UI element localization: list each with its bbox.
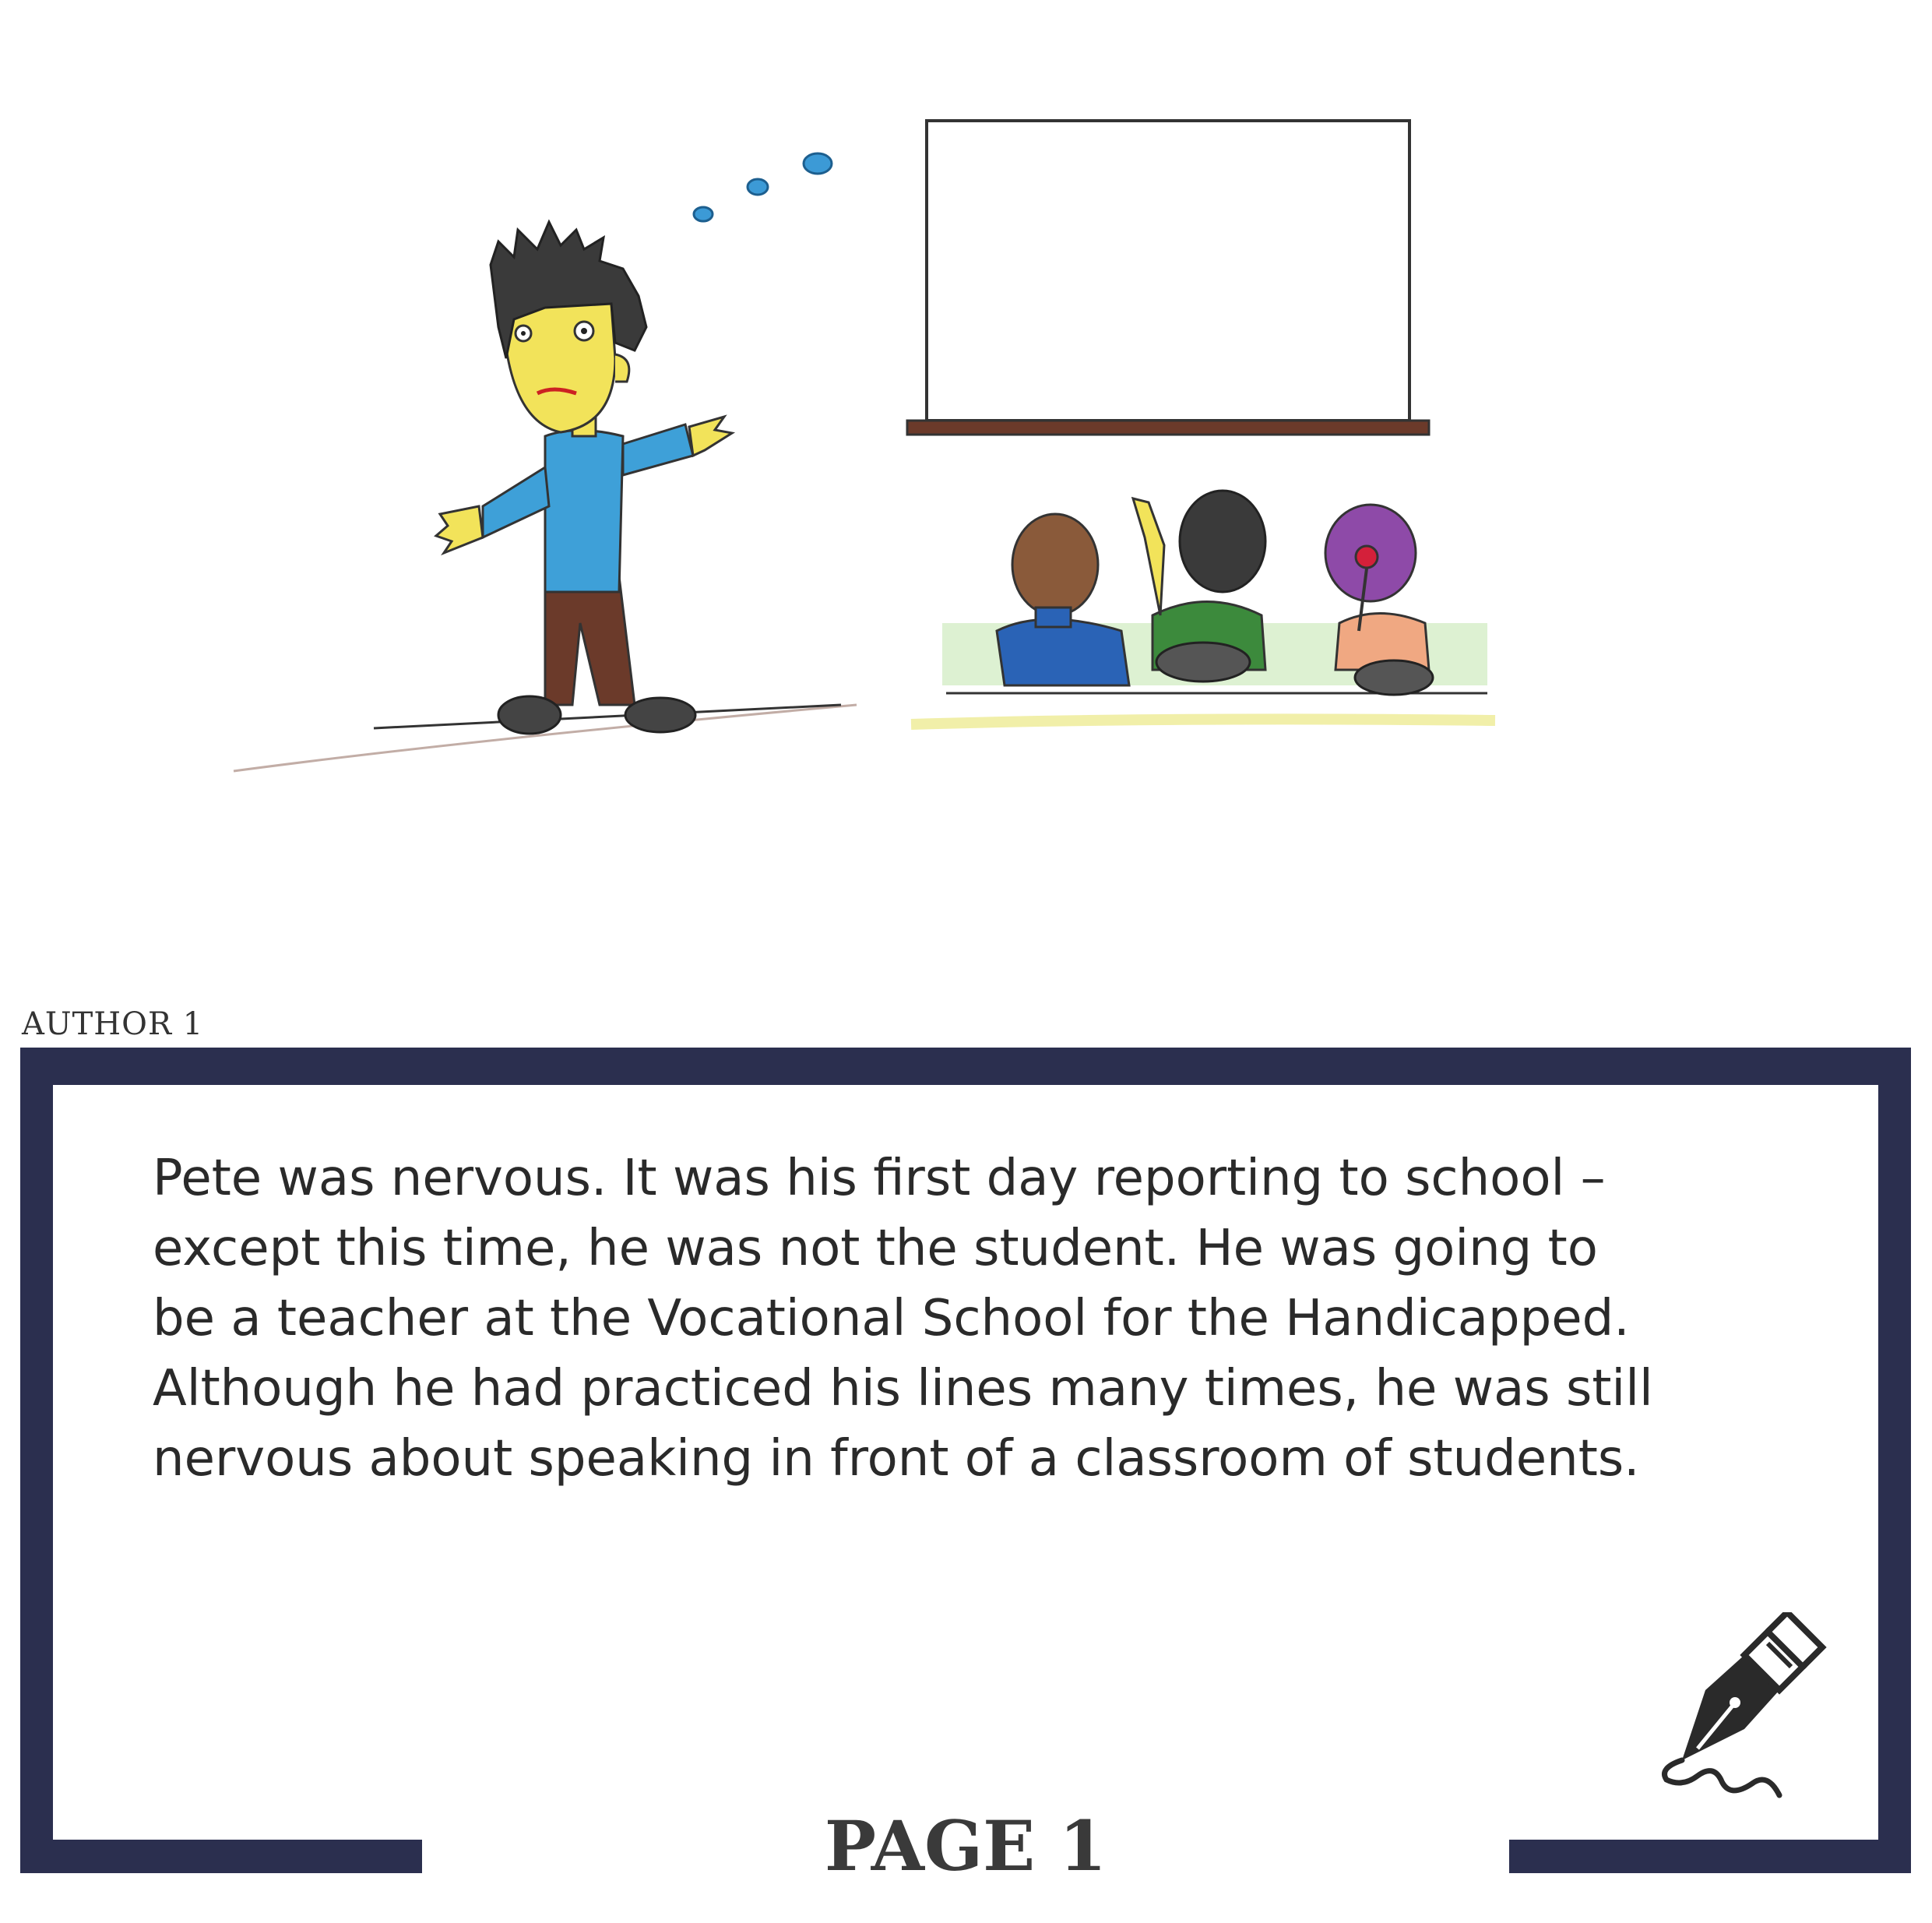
story-line: be a teacher at the Vocational School for the Handicapped. bbox=[153, 1290, 1630, 1347]
student-1 bbox=[997, 514, 1129, 685]
whiteboard bbox=[907, 121, 1429, 435]
teacher-figure bbox=[436, 222, 732, 734]
thought-bubbles bbox=[694, 153, 832, 221]
student-2 bbox=[1133, 491, 1265, 682]
student-3 bbox=[1325, 505, 1433, 695]
frame-left bbox=[20, 1048, 53, 1873]
frame-top bbox=[20, 1048, 1911, 1085]
author-label: AUTHOR 1 bbox=[22, 1006, 204, 1042]
story-line: Although he had practiced his lines many times, he was still bbox=[153, 1360, 1653, 1418]
story-line: Pete was nervous. It was his first day reporting to school – bbox=[153, 1150, 1606, 1207]
story-text bbox=[153, 1143, 1788, 1494]
fountain-pen-icon bbox=[1651, 1612, 1838, 1815]
students bbox=[942, 491, 1487, 695]
frame-bottom-left bbox=[20, 1840, 422, 1873]
page-number: PAGE 1 bbox=[824, 1805, 1107, 1886]
story-line: except this time, he was not the student. He was going to bbox=[153, 1220, 1598, 1277]
frame-bottom-right bbox=[1509, 1840, 1911, 1873]
floor bbox=[234, 693, 1495, 771]
classroom-illustration bbox=[0, 0, 1932, 857]
frame-right bbox=[1878, 1048, 1911, 1873]
story-line: nervous about speaking in front of a classroom of students. bbox=[153, 1430, 1640, 1488]
